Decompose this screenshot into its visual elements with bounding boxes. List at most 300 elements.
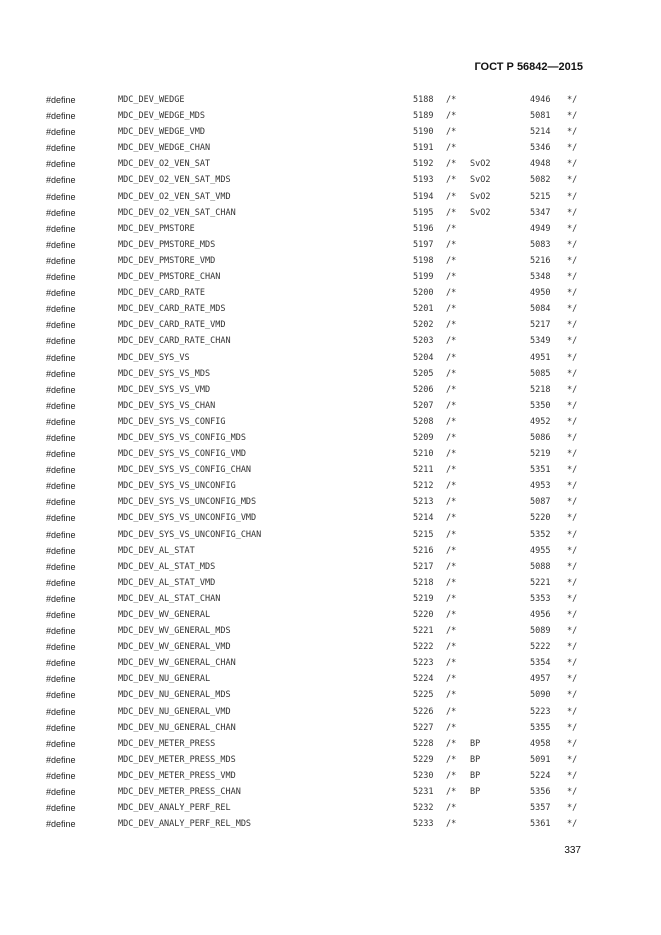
macro-code: 5221 — [413, 626, 434, 637]
macro-name: MDC_DEV_NU_GENERAL — [118, 674, 211, 685]
reference-code: 5348 — [530, 272, 551, 283]
macro-code: 5203 — [413, 336, 434, 347]
define-row — [0, 368, 661, 384]
define-keyword: #define — [46, 239, 76, 250]
reference-code: 4957 — [530, 674, 551, 685]
define-row — [0, 158, 661, 174]
comment-open: /* — [446, 626, 457, 637]
define-row — [0, 303, 661, 319]
macro-name: MDC_DEV_WEDGE_CHAN — [118, 143, 211, 154]
reference-code: 5346 — [530, 143, 551, 154]
comment-open: /* — [446, 754, 457, 765]
define-row — [0, 738, 661, 754]
comment-open: /* — [446, 288, 457, 299]
macro-name: MDC_DEV_O2_VEN_SAT_CHAN — [118, 207, 236, 218]
define-row — [0, 400, 661, 416]
define-keyword: #define — [46, 449, 76, 460]
macro-description: BP — [470, 787, 481, 798]
comment-close: */ — [567, 819, 578, 830]
macro-code: 5188 — [413, 95, 434, 105]
define-keyword: #define — [46, 272, 76, 283]
comment-open: /* — [446, 497, 457, 508]
comment-open: /* — [446, 642, 457, 653]
macro-code: 5212 — [413, 481, 434, 492]
define-row — [0, 191, 661, 207]
macro-name: MDC_DEV_WEDGE — [118, 95, 185, 105]
macro-name: MDC_DEV_WEDGE_MDS — [118, 111, 205, 122]
define-keyword: #define — [46, 610, 76, 620]
comment-open: /* — [446, 674, 457, 685]
macro-code: 5213 — [413, 497, 434, 508]
macro-name: MDC_DEV_SYS_VS — [118, 352, 190, 363]
comment-close: */ — [567, 288, 578, 299]
define-keyword: #define — [46, 175, 76, 186]
macro-name: MDC_DEV_SYS_VS_CHAN — [118, 400, 216, 411]
define-keyword: #define — [46, 191, 76, 202]
macro-description: SvO2 — [470, 159, 491, 170]
macro-name: MDC_DEV_METER_PRESS — [118, 738, 216, 749]
reference-code: 5091 — [530, 754, 551, 765]
macro-name: MDC_DEV_O2_VEN_SAT_VMD — [118, 191, 231, 202]
comment-close: */ — [567, 304, 578, 315]
macro-code: 5196 — [413, 223, 434, 234]
comment-open: /* — [446, 545, 457, 556]
comment-open: /* — [446, 239, 457, 250]
define-keyword: #define — [46, 255, 76, 266]
comment-open: /* — [446, 449, 457, 460]
define-keyword: #define — [46, 143, 76, 154]
define-row — [0, 223, 661, 239]
define-row — [0, 706, 661, 722]
reference-code: 5347 — [530, 207, 551, 218]
define-keyword: #define — [46, 754, 76, 765]
define-keyword: #define — [46, 706, 76, 717]
comment-close: */ — [567, 111, 578, 122]
macro-name: MDC_DEV_SYS_VS_MDS — [118, 368, 211, 379]
macro-name: MDC_DEV_CARD_RATE_CHAN — [118, 336, 231, 347]
comment-close: */ — [567, 787, 578, 798]
reference-code: 5085 — [530, 368, 551, 379]
comment-close: */ — [567, 384, 578, 395]
comment-open: /* — [446, 593, 457, 604]
reference-code: 5215 — [530, 191, 551, 202]
reference-code: 4956 — [530, 610, 551, 620]
comment-close: */ — [567, 545, 578, 556]
comment-close: */ — [567, 143, 578, 154]
comment-close: */ — [567, 610, 578, 620]
reference-code: 5349 — [530, 336, 551, 347]
macro-code: 5202 — [413, 320, 434, 331]
define-row — [0, 110, 661, 126]
macro-name: MDC_DEV_ANALY_PERF_REL — [118, 803, 231, 814]
comment-close: */ — [567, 722, 578, 733]
reference-code: 4948 — [530, 159, 551, 170]
define-row — [0, 94, 661, 110]
define-row — [0, 126, 661, 142]
macro-code: 5230 — [413, 770, 434, 781]
comment-open: /* — [446, 803, 457, 814]
comment-open: /* — [446, 513, 457, 524]
define-keyword: #define — [46, 497, 76, 508]
macro-name: MDC_DEV_AL_STAT_CHAN — [118, 593, 221, 604]
comment-open: /* — [446, 191, 457, 202]
define-keyword: #define — [46, 770, 76, 781]
comment-open: /* — [446, 368, 457, 379]
comment-open: /* — [446, 207, 457, 218]
reference-code: 5083 — [530, 239, 551, 250]
macro-name: MDC_DEV_AL_STAT_VMD — [118, 577, 216, 588]
comment-open: /* — [446, 336, 457, 347]
reference-code: 5350 — [530, 400, 551, 411]
macro-name: MDC_DEV_WV_GENERAL_VMD — [118, 642, 231, 653]
comment-close: */ — [567, 207, 578, 218]
macro-code: 5223 — [413, 658, 434, 669]
reference-code: 4951 — [530, 352, 551, 363]
define-keyword: #define — [46, 352, 76, 363]
comment-open: /* — [446, 304, 457, 315]
macro-code: 5207 — [413, 400, 434, 411]
reference-code: 4958 — [530, 738, 551, 749]
reference-code: 5361 — [530, 819, 551, 830]
define-keyword: #define — [46, 690, 76, 701]
define-row — [0, 577, 661, 593]
define-keyword: #define — [46, 320, 76, 331]
comment-close: */ — [567, 175, 578, 186]
macro-description: BP — [470, 770, 481, 781]
define-keyword: #define — [46, 127, 76, 138]
comment-open: /* — [446, 481, 457, 492]
define-keyword: #define — [46, 111, 76, 122]
macro-name: MDC_DEV_AL_STAT — [118, 545, 195, 556]
define-row — [0, 271, 661, 287]
macro-code: 5225 — [413, 690, 434, 701]
reference-code: 5352 — [530, 529, 551, 540]
macro-name: MDC_DEV_CARD_RATE_MDS — [118, 304, 226, 315]
reference-code: 5351 — [530, 465, 551, 476]
reference-code: 4949 — [530, 223, 551, 234]
define-row — [0, 255, 661, 271]
reference-code: 5353 — [530, 593, 551, 604]
comment-open: /* — [446, 352, 457, 363]
macro-name: MDC_DEV_SYS_VS_UNCONFIG_VMD — [118, 513, 257, 524]
define-row — [0, 770, 661, 786]
macro-name: MDC_DEV_SYS_VS_CONFIG — [118, 416, 226, 427]
reference-code: 5216 — [530, 255, 551, 266]
reference-code: 4946 — [530, 95, 551, 105]
reference-code: 5084 — [530, 304, 551, 315]
comment-close: */ — [567, 95, 578, 105]
macro-code: 5233 — [413, 819, 434, 830]
define-keyword: #define — [46, 787, 76, 798]
macro-description: BP — [470, 738, 481, 749]
macro-code: 5194 — [413, 191, 434, 202]
comment-close: */ — [567, 191, 578, 202]
macro-code: 5210 — [413, 449, 434, 460]
reference-code: 5221 — [530, 577, 551, 588]
comment-open: /* — [446, 787, 457, 798]
define-keyword: #define — [46, 674, 76, 685]
comment-close: */ — [567, 368, 578, 379]
comment-close: */ — [567, 593, 578, 604]
macro-description: BP — [470, 754, 481, 765]
define-row — [0, 625, 661, 641]
comment-open: /* — [446, 770, 457, 781]
comment-open: /* — [446, 400, 457, 411]
comment-close: */ — [567, 577, 578, 588]
comment-close: */ — [567, 239, 578, 250]
macro-name: MDC_DEV_SYS_VS_CONFIG_CHAN — [118, 465, 252, 476]
define-keyword: #define — [46, 384, 76, 395]
comment-open: /* — [446, 561, 457, 572]
comment-open: /* — [446, 127, 457, 138]
comment-close: */ — [567, 400, 578, 411]
reference-code: 5087 — [530, 497, 551, 508]
macro-name: MDC_DEV_SYS_VS_CONFIG_VMD — [118, 449, 246, 460]
macro-name: MDC_DEV_PMSTORE_CHAN — [118, 272, 221, 283]
reference-code: 5217 — [530, 320, 551, 331]
define-row — [0, 657, 661, 673]
macro-name: MDC_DEV_SYS_VS_CONFIG_MDS — [118, 432, 246, 443]
define-keyword: #define — [46, 642, 76, 653]
define-keyword: #define — [46, 658, 76, 669]
define-keyword: #define — [46, 577, 76, 588]
define-keyword: #define — [46, 481, 76, 492]
macro-name: MDC_DEV_SYS_VS_UNCONFIG_CHAN — [118, 529, 262, 540]
comment-close: */ — [567, 416, 578, 427]
define-row — [0, 239, 661, 255]
comment-open: /* — [446, 658, 457, 669]
macro-code: 5216 — [413, 545, 434, 556]
comment-close: */ — [567, 432, 578, 443]
comment-close: */ — [567, 497, 578, 508]
macro-name: MDC_DEV_WEDGE_VMD — [118, 127, 205, 138]
define-row — [0, 448, 661, 464]
macro-code: 5227 — [413, 722, 434, 733]
reference-code: 5357 — [530, 803, 551, 814]
macro-code: 5211 — [413, 465, 434, 476]
define-row — [0, 609, 661, 625]
comment-close: */ — [567, 658, 578, 669]
define-listing — [0, 94, 661, 834]
define-keyword: #define — [46, 803, 76, 814]
comment-open: /* — [446, 706, 457, 717]
define-row — [0, 802, 661, 818]
comment-close: */ — [567, 513, 578, 524]
macro-code: 5222 — [413, 642, 434, 653]
macro-name: MDC_DEV_METER_PRESS_MDS — [118, 754, 236, 765]
page-number: 337 — [564, 845, 581, 856]
reference-code: 5224 — [530, 770, 551, 781]
comment-open: /* — [446, 95, 457, 105]
reference-code: 5219 — [530, 449, 551, 460]
define-row — [0, 689, 661, 705]
define-row — [0, 464, 661, 480]
macro-name: MDC_DEV_ANALY_PERF_REL_MDS — [118, 819, 252, 830]
comment-open: /* — [446, 577, 457, 588]
macro-code: 5205 — [413, 368, 434, 379]
define-keyword: #define — [46, 336, 76, 347]
macro-code: 5206 — [413, 384, 434, 395]
comment-open: /* — [446, 223, 457, 234]
define-row — [0, 673, 661, 689]
define-keyword: #define — [46, 304, 76, 315]
macro-name: MDC_DEV_CARD_RATE — [118, 288, 205, 299]
macro-name: MDC_DEV_NU_GENERAL_VMD — [118, 706, 231, 717]
reference-code: 5220 — [530, 513, 551, 524]
macro-name: MDC_DEV_PMSTORE_MDS — [118, 239, 216, 250]
comment-open: /* — [446, 255, 457, 266]
comment-open: /* — [446, 819, 457, 830]
define-keyword: #define — [46, 223, 76, 234]
macro-code: 5215 — [413, 529, 434, 540]
define-row — [0, 786, 661, 802]
comment-close: */ — [567, 336, 578, 347]
define-keyword: #define — [46, 529, 76, 540]
macro-code: 5199 — [413, 272, 434, 283]
macro-name: MDC_DEV_AL_STAT_MDS — [118, 561, 216, 572]
define-row — [0, 512, 661, 528]
reference-code: 5089 — [530, 626, 551, 637]
define-row — [0, 416, 661, 432]
macro-name: MDC_DEV_SYS_VS_VMD — [118, 384, 211, 395]
macro-code: 5208 — [413, 416, 434, 427]
macro-description: SvO2 — [470, 207, 491, 218]
define-keyword: #define — [46, 593, 76, 604]
define-row — [0, 593, 661, 609]
macro-name: MDC_DEV_PMSTORE_VMD — [118, 255, 216, 266]
reference-code: 4955 — [530, 545, 551, 556]
reference-code: 5082 — [530, 175, 551, 186]
macro-code: 5219 — [413, 593, 434, 604]
define-row — [0, 335, 661, 351]
reference-code: 4950 — [530, 288, 551, 299]
standard-header: ГОСТ Р 56842—2015 — [474, 61, 583, 73]
macro-code: 5226 — [413, 706, 434, 717]
macro-code: 5224 — [413, 674, 434, 685]
reference-code: 5090 — [530, 690, 551, 701]
define-keyword: #define — [46, 400, 76, 411]
comment-close: */ — [567, 449, 578, 460]
macro-name: MDC_DEV_PMSTORE — [118, 223, 195, 234]
define-row — [0, 818, 661, 834]
reference-code: 5222 — [530, 642, 551, 653]
define-row — [0, 142, 661, 158]
comment-close: */ — [567, 127, 578, 138]
comment-open: /* — [446, 416, 457, 427]
define-row — [0, 319, 661, 335]
comment-close: */ — [567, 738, 578, 749]
define-keyword: #define — [46, 288, 76, 299]
macro-code: 5191 — [413, 143, 434, 154]
reference-code: 5086 — [530, 432, 551, 443]
comment-open: /* — [446, 159, 457, 170]
macro-code: 5190 — [413, 127, 434, 138]
define-row — [0, 754, 661, 770]
define-row — [0, 545, 661, 561]
macro-description: SvO2 — [470, 175, 491, 186]
comment-close: */ — [567, 706, 578, 717]
macro-code: 5220 — [413, 610, 434, 620]
comment-open: /* — [446, 529, 457, 540]
macro-name: MDC_DEV_METER_PRESS_CHAN — [118, 787, 241, 798]
comment-close: */ — [567, 803, 578, 814]
comment-close: */ — [567, 690, 578, 701]
define-keyword: #define — [46, 561, 76, 572]
reference-code: 5088 — [530, 561, 551, 572]
define-keyword: #define — [46, 819, 76, 830]
define-row — [0, 529, 661, 545]
comment-close: */ — [567, 255, 578, 266]
define-row — [0, 496, 661, 512]
comment-close: */ — [567, 223, 578, 234]
macro-code: 5201 — [413, 304, 434, 315]
define-keyword: #define — [46, 722, 76, 733]
comment-close: */ — [567, 465, 578, 476]
comment-close: */ — [567, 642, 578, 653]
macro-code: 5193 — [413, 175, 434, 186]
define-row — [0, 641, 661, 657]
macro-code: 5197 — [413, 239, 434, 250]
comment-open: /* — [446, 384, 457, 395]
macro-code: 5229 — [413, 754, 434, 765]
macro-code: 5228 — [413, 738, 434, 749]
macro-name: MDC_DEV_SYS_VS_UNCONFIG_MDS — [118, 497, 257, 508]
define-row — [0, 174, 661, 190]
define-keyword: #define — [46, 368, 76, 379]
macro-name: MDC_DEV_METER_PRESS_VMD — [118, 770, 236, 781]
reference-code: 5354 — [530, 658, 551, 669]
macro-code: 5231 — [413, 787, 434, 798]
comment-close: */ — [567, 481, 578, 492]
define-keyword: #define — [46, 207, 76, 218]
macro-name: MDC_DEV_NU_GENERAL_MDS — [118, 690, 231, 701]
define-keyword: #define — [46, 626, 76, 637]
comment-close: */ — [567, 770, 578, 781]
reference-code: 5223 — [530, 706, 551, 717]
macro-name: MDC_DEV_SYS_VS_UNCONFIG — [118, 481, 236, 492]
macro-name: MDC_DEV_WV_GENERAL_CHAN — [118, 658, 236, 669]
define-keyword: #define — [46, 95, 76, 105]
reference-code: 5214 — [530, 127, 551, 138]
comment-open: /* — [446, 272, 457, 283]
define-row — [0, 352, 661, 368]
macro-code: 5200 — [413, 288, 434, 299]
macro-code: 5217 — [413, 561, 434, 572]
define-keyword: #define — [46, 738, 76, 749]
macro-code: 5214 — [413, 513, 434, 524]
comment-open: /* — [446, 320, 457, 331]
define-row — [0, 480, 661, 496]
comment-open: /* — [446, 111, 457, 122]
reference-code: 5355 — [530, 722, 551, 733]
macro-name: MDC_DEV_NU_GENERAL_CHAN — [118, 722, 236, 733]
comment-close: */ — [567, 626, 578, 637]
reference-code: 4953 — [530, 481, 551, 492]
define-row — [0, 384, 661, 400]
macro-description: SvO2 — [470, 191, 491, 202]
comment-close: */ — [567, 754, 578, 765]
define-row — [0, 432, 661, 448]
comment-close: */ — [567, 529, 578, 540]
comment-open: /* — [446, 175, 457, 186]
define-row — [0, 561, 661, 577]
comment-close: */ — [567, 674, 578, 685]
macro-name: MDC_DEV_CARD_RATE_VMD — [118, 320, 226, 331]
macro-name: MDC_DEV_WV_GENERAL — [118, 610, 211, 620]
comment-open: /* — [446, 738, 457, 749]
define-row — [0, 722, 661, 738]
reference-code: 5218 — [530, 384, 551, 395]
